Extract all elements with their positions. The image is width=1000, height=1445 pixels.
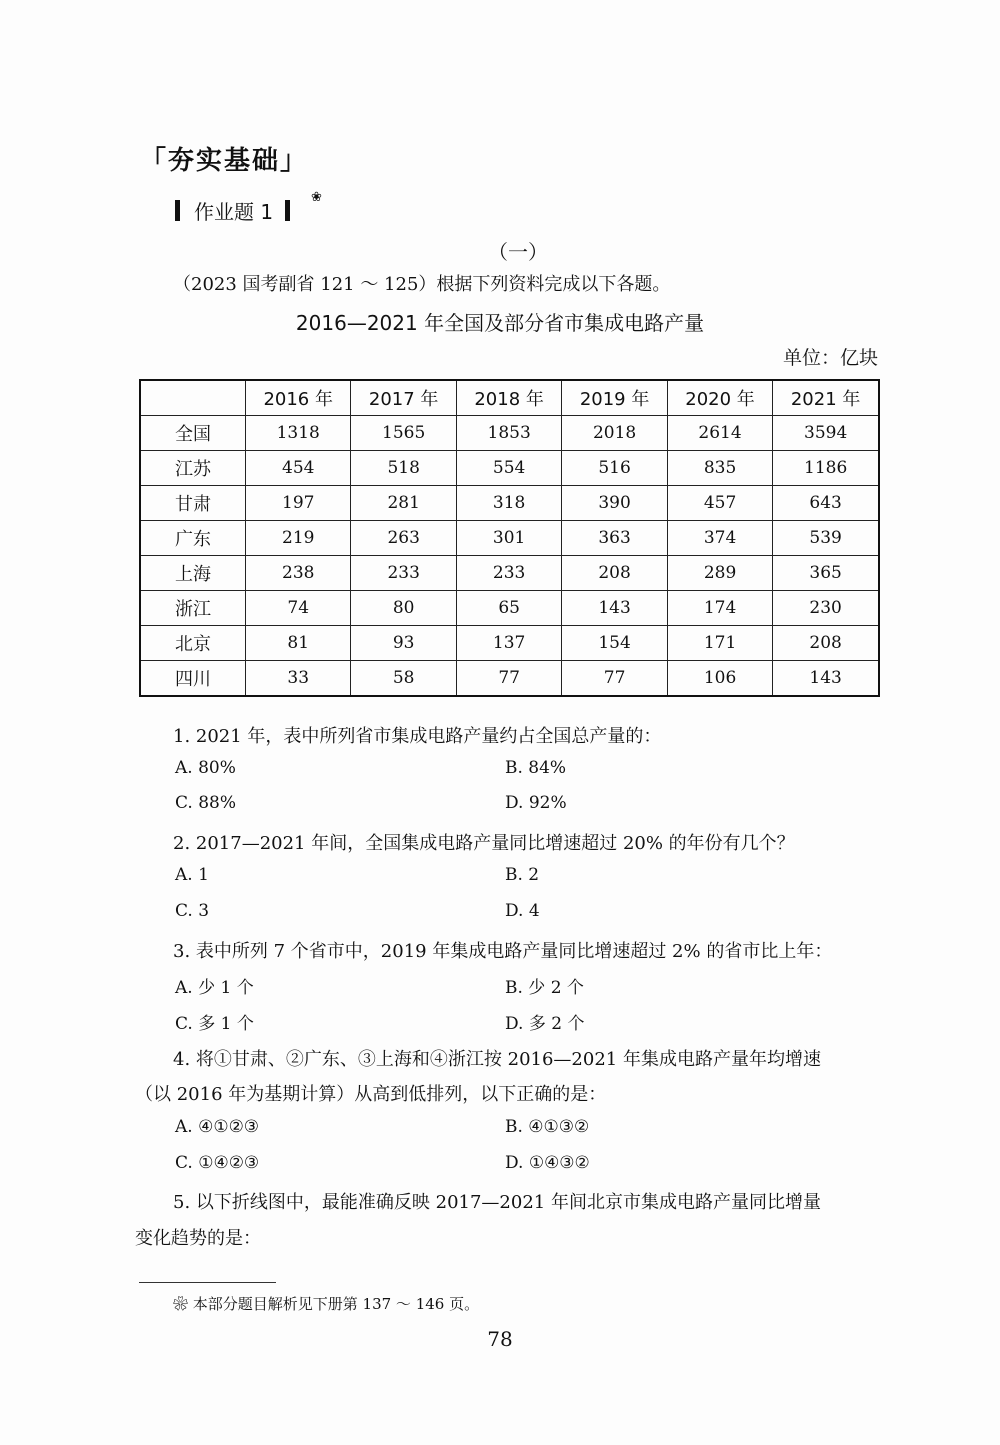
table-cell: 230 [773, 591, 879, 626]
table-cell: 174 [667, 591, 772, 626]
table-cell: 33 [246, 661, 351, 697]
table-cell: 77 [562, 661, 667, 697]
table-cell: 365 [773, 556, 879, 591]
q1-option-d: D. 92% [505, 793, 567, 813]
table-cell: 516 [562, 451, 667, 486]
table-cell: 171 [667, 626, 772, 661]
table-cell: 81 [246, 626, 351, 661]
table-cell: 2018 [562, 416, 667, 451]
q3-option-b: B. 少 2 个 [505, 978, 584, 998]
table-row [140, 661, 879, 697]
q3-option-a: A. 少 1 个 [175, 978, 254, 998]
table-cell: 1186 [773, 451, 879, 486]
q2-option-d: D. 4 [505, 901, 540, 921]
row-label: 北京 [140, 626, 246, 661]
table-cell: 80 [351, 591, 456, 626]
table-cell: 539 [773, 521, 879, 556]
row-label: 浙江 [140, 591, 246, 626]
table-header-row [140, 380, 879, 416]
q2-option-b: B. 2 [505, 865, 540, 885]
table-cell: 93 [351, 626, 456, 661]
row-label: 广东 [140, 521, 246, 556]
question-4: 4. 将①甘肃、②广东、③上海和④浙江按 2016—2021 年集成电路产量年均增速 [173, 1049, 821, 1070]
table-cell: 301 [456, 521, 561, 556]
table-cell: 137 [456, 626, 561, 661]
table-cell: 1565 [351, 416, 456, 451]
row-label: 四川 [140, 661, 246, 697]
table-cell: 363 [562, 521, 667, 556]
table-unit: 单位：亿块 [783, 347, 879, 369]
table-cell: 643 [773, 486, 879, 521]
table-cell: 1853 [456, 416, 561, 451]
flower-mark-icon: ❀ [311, 190, 322, 205]
q1-option-b: B. 84% [505, 758, 567, 778]
q4-option-b: B. ④①③② [505, 1117, 590, 1137]
section-title: 「夯实基础」 [140, 146, 309, 176]
table-title: 2016—2021 年全国及部分省市集成电路产量 [295, 311, 705, 335]
table-cell: 74 [246, 591, 351, 626]
question-2: 2. 2017—2021 年间，全国集成电路产量同比增速超过 20% 的年份有几个？ [173, 833, 795, 854]
table-cell: 77 [456, 661, 561, 697]
question-5: 5. 以下折线图中，最能准确反映 2017—2021 年间北京市集成电路产量同比增量 [173, 1192, 821, 1213]
table-cell: 106 [667, 661, 772, 697]
table-cell: 65 [456, 591, 561, 626]
row-label: 上海 [140, 556, 246, 591]
footnote-divider [139, 1282, 276, 1283]
table-cell: 554 [456, 451, 561, 486]
table-row [140, 451, 879, 486]
table-cell: 318 [456, 486, 561, 521]
intro-text: （2023 国考副省 121 ～ 125）根据下列资料完成以下各题。 [173, 274, 671, 295]
homework-title [175, 196, 290, 225]
table-row [140, 591, 879, 626]
table-cell: 143 [562, 591, 667, 626]
table-row [140, 556, 879, 591]
table-cell: 143 [773, 661, 879, 697]
table-row [140, 416, 879, 451]
table-cell: 390 [562, 486, 667, 521]
table-cell: 3594 [773, 416, 879, 451]
header-corner [140, 380, 246, 416]
right-bar-icon [285, 200, 290, 221]
table-cell: 374 [667, 521, 772, 556]
page-number: 78 [487, 1327, 513, 1351]
q3-option-c: C. 多 1 个 [175, 1014, 254, 1034]
table-cell: 289 [667, 556, 772, 591]
left-bar-icon [175, 200, 180, 221]
table-cell: 2614 [667, 416, 772, 451]
table-cell: 233 [351, 556, 456, 591]
table-cell: 1318 [246, 416, 351, 451]
data-table [139, 379, 880, 697]
header-2020: 2020 年 [667, 380, 772, 416]
q1-option-c: C. 88% [175, 793, 236, 813]
question-5-line-2: 变化趋势的是： [135, 1228, 261, 1249]
row-label: 全国 [140, 416, 246, 451]
question-3: 3. 表中所列 7 个省市中，2019 年集成电路产量同比增速超过 2% 的省市比上年： [173, 941, 833, 962]
header-2016: 2016 年 [246, 380, 351, 416]
question-1: 1. 2021 年，表中所列省市集成电路产量约占全国总产量的： [173, 726, 662, 747]
row-label: 江苏 [140, 451, 246, 486]
row-label: 甘肃 [140, 486, 246, 521]
q4-option-c: C. ①④②③ [175, 1153, 260, 1173]
table-cell: 208 [773, 626, 879, 661]
part-label: （一） [488, 240, 548, 264]
table-cell: 263 [351, 521, 456, 556]
table-cell: 154 [562, 626, 667, 661]
question-4-line-2: （以 2016 年为基期计算）从高到低排列，以下正确的是： [135, 1084, 607, 1105]
q4-option-d: D. ①④③② [505, 1153, 590, 1173]
table-cell: 457 [667, 486, 772, 521]
q4-option-a: A. ④①②③ [175, 1117, 260, 1137]
q2-option-a: A. 1 [175, 865, 209, 885]
table-cell: 233 [456, 556, 561, 591]
q3-option-d: D. 多 2 个 [505, 1014, 585, 1034]
table-row [140, 626, 879, 661]
table-cell: 835 [667, 451, 772, 486]
table-cell: 518 [351, 451, 456, 486]
table-cell: 58 [351, 661, 456, 697]
footnote: ❀ 本部分题目解析见下册第 137 ～ 146 页。 [173, 1295, 480, 1313]
table-cell: 281 [351, 486, 456, 521]
table-cell: 197 [246, 486, 351, 521]
table-cell: 238 [246, 556, 351, 591]
table-cell: 454 [246, 451, 351, 486]
q2-option-c: C. 3 [175, 901, 210, 921]
header-2021: 2021 年 [773, 380, 879, 416]
table-cell: 208 [562, 556, 667, 591]
table-row [140, 521, 879, 556]
table-cell: 219 [246, 521, 351, 556]
header-2017: 2017 年 [351, 380, 456, 416]
homework-title-text: 作业题 1 [194, 200, 274, 224]
q1-option-a: A. 80% [175, 758, 236, 778]
table-row [140, 486, 879, 521]
header-2019: 2019 年 [562, 380, 667, 416]
header-2018: 2018 年 [456, 380, 561, 416]
